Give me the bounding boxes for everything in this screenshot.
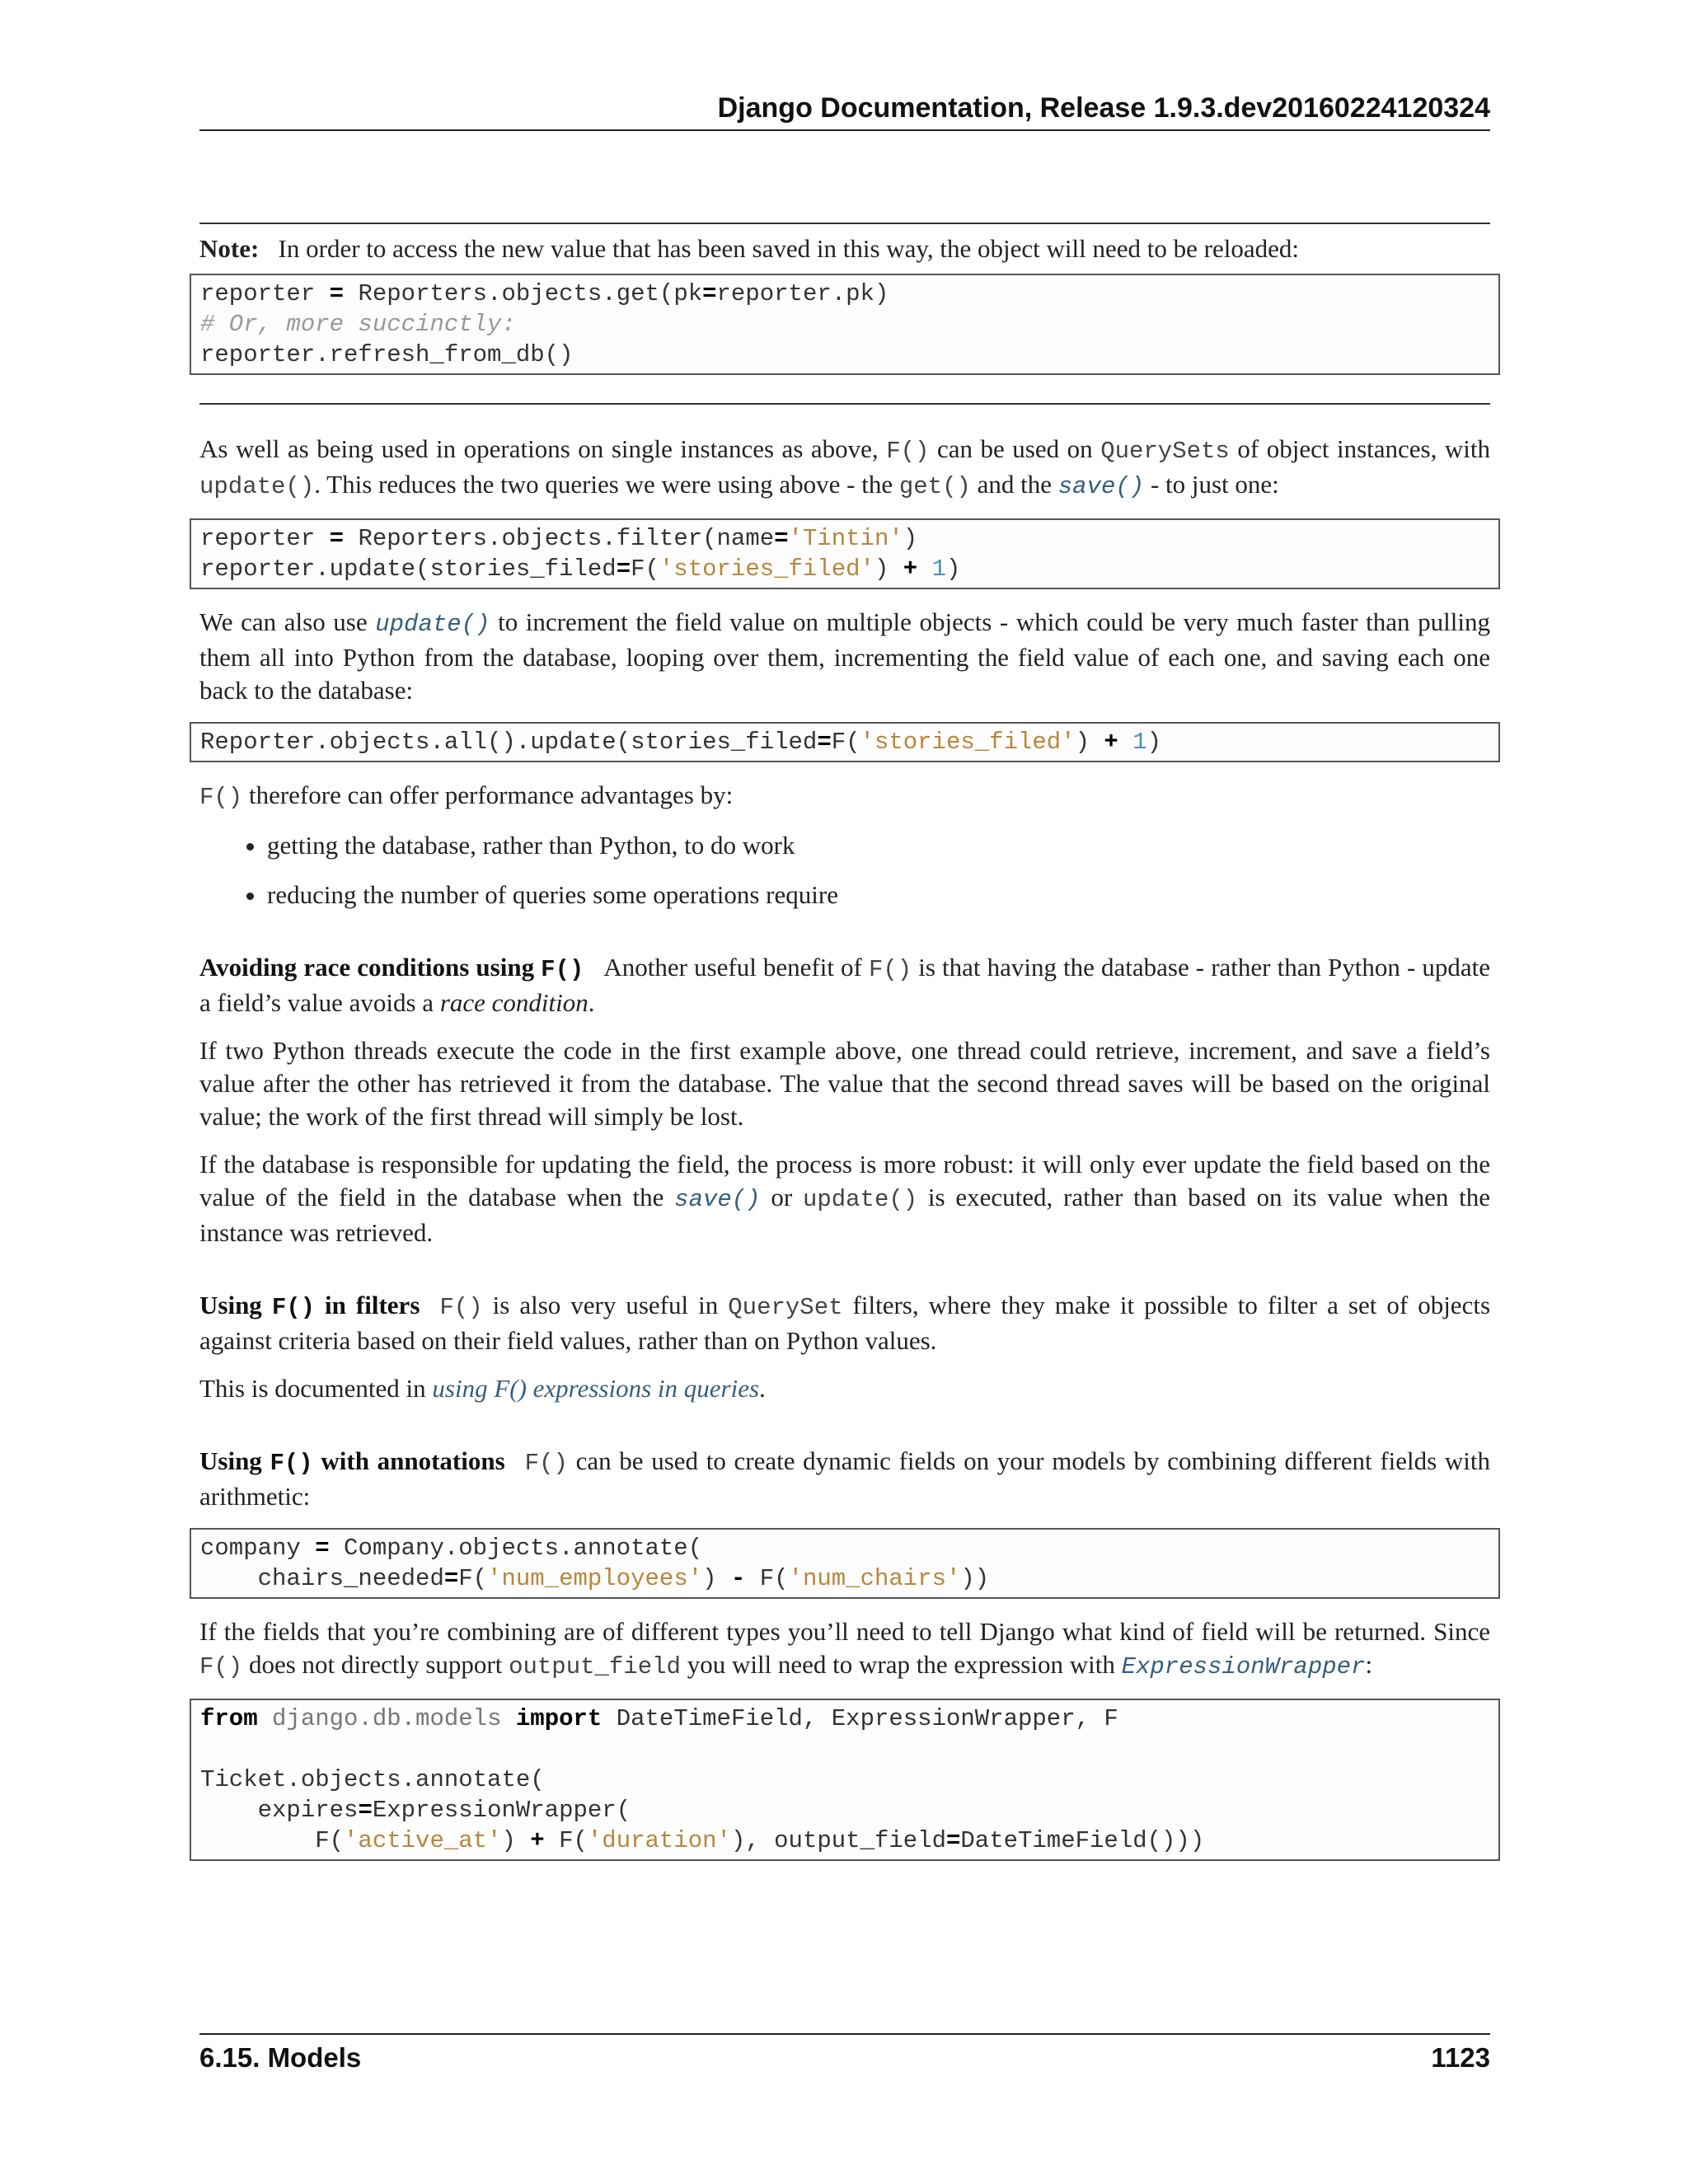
running-footer (199, 2042, 1490, 2074)
running-header: Django Documentation, Release 1.9.3.dev20160224120324 (717, 92, 1490, 124)
save-link[interactable]: save() (674, 1186, 761, 1213)
note-text: Note: In order to access the new value that has been saved in this way, the object will need to be reloaded: (199, 234, 1299, 263)
section-title: Avoiding race conditions using F() (199, 953, 584, 983)
footer-rule (199, 2033, 1490, 2035)
expression-wrapper-link[interactable]: ExpressionWrapper (1121, 1653, 1366, 1680)
list-item: • getting the database, rather than Python, to do work (267, 829, 1490, 862)
paragraph-documented: This is documented in using F() expressions in queries. (199, 1374, 766, 1403)
section-annotations (199, 1445, 1490, 1861)
section-annotations-intro: Using F() with annotations F() can be used to create dynamic fields on your models by combining different fields with arithmetic: (199, 1446, 1490, 1511)
paragraph-performance: F() therefore can offer performance advantages by: (199, 780, 734, 811)
paragraph-robust: If the database is responsible for updating the field, the process is more robust: it will only ever update the field based on the value of the field in the database when the save() or update() is executed, rather than based on its value when the instance was retrieved. (199, 1150, 1490, 1247)
note-label: Note: (199, 234, 260, 263)
section-title: Using F() with annotations (199, 1446, 505, 1477)
header-rule (199, 129, 1490, 131)
code-block-reload: reporter = Reporters.objects.get(pk=reporter.pk) # Or, more succinctly: reporter.refresh_from_db() (190, 274, 1500, 375)
code-block-annotate: company = Company.objects.annotate( chairs_needed=F('num_employees') - F('num_chairs')) (190, 1528, 1500, 1599)
code-block-update-all: Reporter.objects.all().update(stories_filed=F('stories_filed') + 1) (190, 722, 1500, 762)
page-number: 1123 (1431, 2042, 1490, 2073)
footer-section: 6.15. Models (199, 2042, 362, 2073)
section-race-conditions (199, 951, 1490, 1249)
paragraph-queryset-update: As well as being used in operations on single instances as above, F() can be used on QuerySets of object instances, with update(). This reduces the two queries we were using above - the get() and the save() - to just one: (199, 434, 1491, 500)
section-filters (199, 1289, 1490, 1405)
list-item: • reducing the number of queries some operations require (267, 879, 1490, 912)
section-title: Using F() in filters (199, 1291, 420, 1321)
save-link[interactable]: save() (1057, 473, 1145, 500)
f-expressions-link[interactable]: using F() expressions in queries (432, 1374, 760, 1403)
paragraph-threads: If two Python threads execute the code in the first example above, one thread could retrieve, increment, and save a field’s value after the other has retrieved it from the database. The value that the second thread saves will be based on the original value; the work of the first thread will simply be lost. (199, 1036, 1490, 1131)
note-box (199, 223, 1490, 405)
section-race-intro: Avoiding race conditions using F() Another useful benefit of F() is that having the database - rather than Python - update a field’s value avoids a race condition. (199, 953, 1491, 1017)
code-block-expression-wrapper: from django.db.models import DateTimeField, ExpressionWrapper, F Ticket.objects.annotate( expires=ExpressionWrapper( F('active_at') + F('duration'), output_field=DateTimeField())) (190, 1699, 1500, 1861)
paragraph-update-multiple: We can also use update() to increment the field value on multiple objects - which could be very much faster than pulling them all into Python from the database, looping over them, incrementing the field value of each one, and saving each one back to the database: (199, 607, 1490, 705)
code-block-filter-update: reporter = Reporters.objects.filter(name='Tintin') reporter.update(stories_filed=F('stories_filed') + 1) (190, 518, 1500, 589)
page-content (199, 223, 1490, 1877)
update-link[interactable]: update() (375, 611, 490, 638)
section-filters-intro: Using F() in filters F() is also very useful in QuerySet filters, where they make it possible to filter a set of objects against criteria based on their field values, rather than on Python values. (199, 1291, 1491, 1355)
paragraph-expression-wrapper: If the fields that you’re combining are of different types you’ll need to tell Django what kind of field will be returned. Since F() does not directly support output_field you will need to wrap the expression with ExpressionWrapper: (199, 1617, 1490, 1680)
advantages-list (199, 829, 1490, 912)
